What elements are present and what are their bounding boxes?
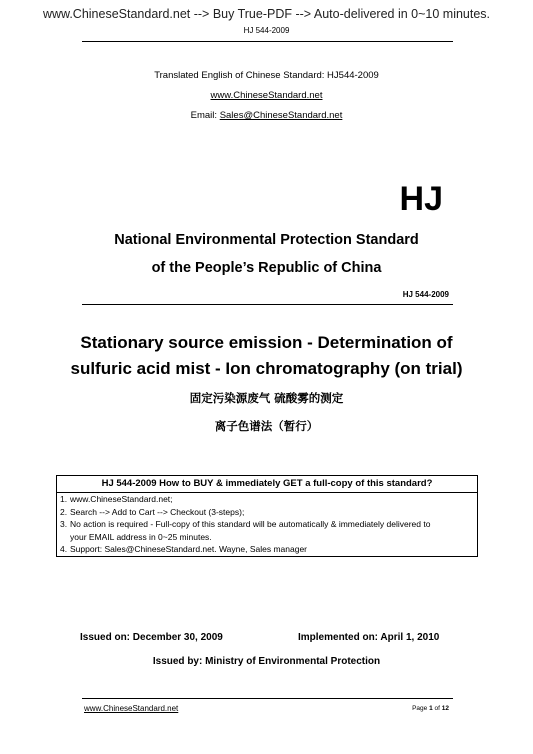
step-number: 1. (60, 494, 68, 504)
page-label: Page (412, 705, 428, 712)
hj-logo: HJ (399, 180, 443, 218)
issuing-authority: Issued by: Ministry of Environmental Protection (152, 656, 381, 667)
step-number: 4. (60, 544, 68, 554)
header-standard-code: HJ 544-2009 (243, 26, 290, 35)
step-text: Support: Sales@ChineseStandard.net. Wayne, Sales manager (70, 544, 308, 554)
page-current: 1 (429, 705, 433, 712)
footer-website-link[interactable]: www.ChineseStandard.net (84, 704, 179, 713)
title-english-line1: Stationary source emission - Determination of (80, 333, 453, 352)
website-link[interactable]: www.ChineseStandard.net (210, 90, 323, 101)
email-link[interactable]: Sales@ChineseStandard.net (219, 110, 343, 121)
step-text[interactable]: www.ChineseStandard.net; (70, 494, 173, 504)
footer-divider (82, 698, 453, 699)
buy-steps-list (57, 493, 477, 556)
standard-org-line2: of the People’s Republic of China (151, 260, 382, 276)
step-text: No action is required - Full-copy of this standard will be automatically & immediately delivered to (70, 519, 431, 529)
step-number: 2. (60, 506, 68, 517)
buy-instructions-box (56, 475, 478, 557)
standard-org-line1: National Environmental Protection Standard (114, 232, 419, 248)
page-number (412, 705, 449, 712)
title-divider (82, 304, 453, 305)
step-text: Search --> Add to Cart --> Checkout (3-steps); (70, 506, 245, 517)
step-text-continued: your EMAIL address in 0~25 minutes. (70, 531, 212, 542)
buy-step-3 (57, 518, 477, 543)
title-english-line2: sulfuric acid mist - Ion chromatography (on trial) (70, 359, 463, 378)
buy-step-4 (57, 543, 477, 556)
page-of: of (434, 705, 440, 712)
email-line (0, 110, 533, 121)
translation-note: Translated English of Chinese Standard: HJ544-2009 (154, 70, 379, 81)
buy-step-2 (57, 506, 477, 519)
standard-code: HJ 544-2009 (402, 290, 449, 299)
issued-date: Issued on: December 30, 2009 (80, 632, 223, 643)
implemented-date: Implemented on: April 1, 2010 (298, 632, 440, 643)
header-divider (82, 41, 453, 42)
buy-step-1 (57, 493, 477, 506)
page-total: 12 (441, 705, 449, 712)
buy-box-title: HJ 544-2009 How to BUY & immediately GET a full-copy of this standard? (57, 476, 477, 493)
title-chinese-line2: 离子色谱法（暂行） (214, 419, 319, 433)
top-banner[interactable]: www.ChineseStandard.net --> Buy True-PDF --> Auto-delivered in 0~10 minutes. (42, 7, 491, 21)
title-chinese-line1: 固定污染源废气 硫酸雾的测定 (189, 391, 344, 405)
step-number: 3. (60, 519, 68, 529)
email-label: Email: (190, 110, 220, 121)
